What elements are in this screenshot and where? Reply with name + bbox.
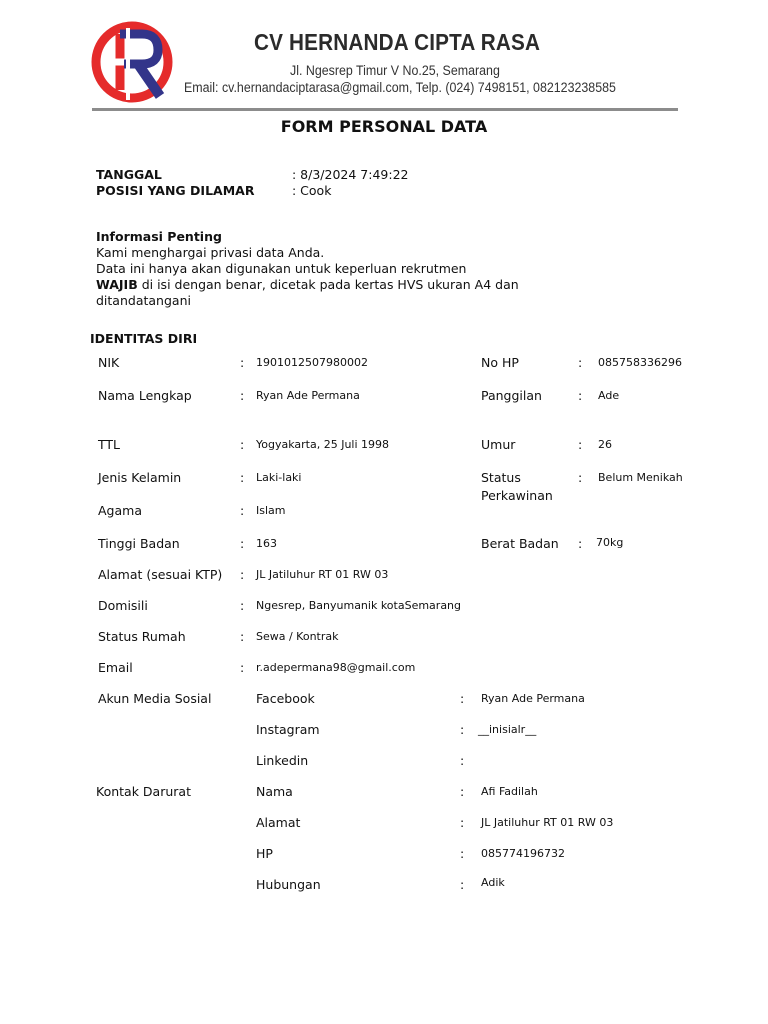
ttl-value: Yogyakarta, 25 Juli 1998 <box>256 438 390 451</box>
info-line-3-rest: di isi dengan benar, dicetak pada kertas HVS ukuran A4 dan <box>137 277 519 292</box>
email-label: Email <box>98 660 133 675</box>
info-line-3 <box>96 277 519 292</box>
status-rumah-value: Sewa / Kontrak <box>256 630 339 643</box>
berat-value: 70kg <box>596 536 624 549</box>
tinggi-value: 163 <box>256 537 277 550</box>
no-hp-colon: : <box>578 355 583 370</box>
tinggi-label: Tinggi Badan <box>98 536 180 551</box>
email-value: r.adepermana98@gmail.com <box>256 661 416 674</box>
nama-value: Ryan Ade Permana <box>256 389 360 402</box>
status-rumah-colon: : <box>240 629 245 644</box>
facebook-value: Ryan Ade Permana <box>481 692 585 705</box>
darurat-nama-value: Afi Fadilah <box>481 785 538 798</box>
darurat-alamat-colon: : <box>460 815 465 830</box>
domisili-value: Ngesrep, Banyumanik kotaSemarang <box>256 599 462 612</box>
ttl-colon: : <box>240 437 245 452</box>
tanggal-value: : 8/3/2024 7:49:22 <box>292 167 409 182</box>
tanggal-label: TANGGAL <box>96 167 162 182</box>
darurat-hp-label: HP <box>256 846 273 861</box>
nama-label: Nama Lengkap <box>98 388 192 403</box>
identitas-heading: IDENTITAS DIRI <box>90 331 198 346</box>
darurat-hp-colon: : <box>460 846 465 861</box>
darurat-hubungan-label: Hubungan <box>256 877 321 892</box>
status-perkawinan-value: Belum Menikah <box>598 471 683 484</box>
status-perkawinan-colon: : <box>578 470 583 485</box>
info-line-4: ditandatangani <box>96 293 191 308</box>
panggilan-value: Ade <box>598 389 620 402</box>
linkedin-colon: : <box>460 753 465 768</box>
company-address: Jl. Ngesrep Timur V No.25, Semarang <box>290 63 500 78</box>
alamat-ktp-value: JL Jatiluhur RT 01 RW 03 <box>256 568 389 581</box>
info-line-2: Data ini hanya akan digunakan untuk keperluan rekrutmen <box>96 261 467 276</box>
panggilan-colon: : <box>578 388 583 403</box>
facebook-label: Facebook <box>256 691 315 706</box>
alamat-ktp-colon: : <box>240 567 245 582</box>
ttl-label: TTL <box>98 437 121 452</box>
wajib-text: WAJIB <box>96 277 138 292</box>
agama-label: Agama <box>98 503 142 518</box>
agama-colon: : <box>240 503 245 518</box>
status-rumah-label: Status Rumah <box>98 629 186 644</box>
info-line-1: Kami menghargai privasi data Anda. <box>96 245 325 260</box>
form-title: FORM PERSONAL DATA <box>280 117 488 136</box>
umur-colon: : <box>578 437 583 452</box>
tinggi-colon: : <box>240 536 245 551</box>
domisili-label: Domisili <box>98 598 148 613</box>
darurat-hubungan-colon: : <box>460 877 465 892</box>
berat-label: Berat Badan <box>481 536 559 551</box>
nik-value: 1901012507980002 <box>256 356 368 369</box>
instagram-colon: : <box>460 722 465 737</box>
alamat-ktp-label: Alamat (sesuai KTP) <box>98 567 223 582</box>
berat-colon: : <box>578 536 583 551</box>
no-hp-value: 085758336296 <box>598 356 682 369</box>
kontak-darurat-label: Kontak Darurat <box>96 784 191 799</box>
darurat-nama-label: Nama <box>256 784 293 799</box>
media-sosial-label: Akun Media Sosial <box>98 691 212 706</box>
company-logo <box>90 20 174 104</box>
header-divider <box>92 108 678 111</box>
darurat-nama-colon: : <box>460 784 465 799</box>
posisi-value: : Cook <box>292 183 332 198</box>
nama-colon: : <box>240 388 245 403</box>
domisili-colon: : <box>240 598 245 613</box>
darurat-alamat-label: Alamat <box>256 815 301 830</box>
jenis-kelamin-value: Laki-laki <box>256 471 302 484</box>
instagram-value: __inisialr__ <box>478 723 537 736</box>
company-name: CV HERNANDA CIPTA RASA <box>254 29 541 55</box>
panggilan-label: Panggilan <box>481 388 542 403</box>
jenis-kelamin-label: Jenis Kelamin <box>98 470 182 485</box>
linkedin-label: Linkedin <box>256 753 309 768</box>
no-hp-label: No HP <box>481 355 519 370</box>
jenis-kelamin-colon: : <box>240 470 245 485</box>
facebook-colon: : <box>460 691 465 706</box>
darurat-hp-value: 085774196732 <box>481 847 565 860</box>
nik-label: NIK <box>98 355 120 370</box>
umur-value: 26 <box>598 438 612 451</box>
email-colon: : <box>240 660 245 675</box>
darurat-alamat-value: JL Jatiluhur RT 01 RW 03 <box>481 816 614 829</box>
darurat-hubungan-value: Adik <box>481 876 505 889</box>
company-contact: Email: cv.hernandaciptarasa@gmail.com, Telp. (024) 7498151, 082123238585 <box>184 80 616 95</box>
instagram-label: Instagram <box>256 722 320 737</box>
status-perkawinan-label-2: Perkawinan <box>481 488 553 503</box>
umur-label: Umur <box>481 437 516 452</box>
agama-value: Islam <box>256 504 286 517</box>
status-perkawinan-label-1: Status <box>481 470 521 485</box>
info-heading: Informasi Penting <box>96 229 222 244</box>
nik-colon: : <box>240 355 245 370</box>
posisi-label: POSISI YANG DILAMAR <box>96 183 255 198</box>
